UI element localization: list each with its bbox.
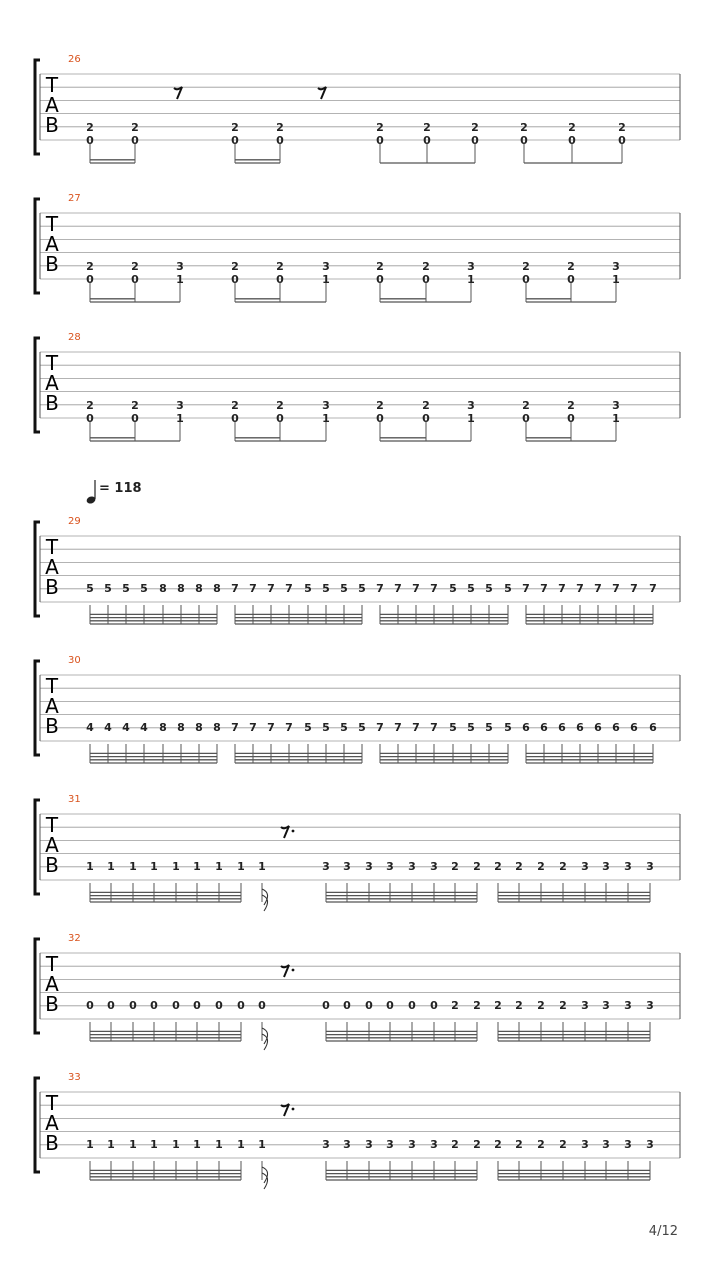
beam-group xyxy=(376,260,475,302)
fret-number: 2 xyxy=(131,399,139,412)
beam-group xyxy=(86,399,184,441)
fret-number: 7 xyxy=(630,582,638,595)
tab-clef-letter: A xyxy=(45,1111,59,1135)
fret-number: 3 xyxy=(602,1138,610,1151)
beam-group xyxy=(522,721,657,763)
fret-number: 2 xyxy=(231,260,239,273)
tab-clef-letter: B xyxy=(45,714,59,738)
fret-number: 2 xyxy=(618,121,626,134)
beam-group xyxy=(86,860,245,902)
fret-number: 5 xyxy=(86,582,94,595)
fret-number: 7 xyxy=(558,582,566,595)
fret-number: 7 xyxy=(394,582,402,595)
fret-number: 8 xyxy=(177,721,185,734)
fret-number: 5 xyxy=(322,721,330,734)
fret-number: 5 xyxy=(340,721,348,734)
fret-number: 3 xyxy=(602,999,610,1012)
fret-number: 6 xyxy=(649,721,657,734)
fret-number: 0 xyxy=(422,412,430,425)
fret-number: 1 xyxy=(150,1138,158,1151)
beam-group xyxy=(522,260,620,302)
fret-number: 3 xyxy=(467,399,475,412)
rest-dot xyxy=(292,830,295,833)
fret-number: 0 xyxy=(365,999,373,1012)
systems-container xyxy=(35,54,680,1189)
fret-number: 0 xyxy=(471,134,479,147)
fret-number: 3 xyxy=(624,1138,632,1151)
tab-clef-letter: A xyxy=(45,93,59,117)
fret-number: 3 xyxy=(646,999,654,1012)
fret-number: 1 xyxy=(215,860,223,873)
fret-number: 5 xyxy=(104,582,112,595)
fret-number: 7 xyxy=(430,582,438,595)
fret-number: 3 xyxy=(386,860,394,873)
fret-number: 0 xyxy=(150,999,158,1012)
fret-number: 2 xyxy=(131,260,139,273)
fret-number: 1 xyxy=(193,860,201,873)
fret-number: 2 xyxy=(423,121,431,134)
fret-number: 8 xyxy=(195,582,203,595)
fret-number: 1 xyxy=(237,1138,245,1151)
tab-system xyxy=(35,516,680,624)
fret-number: 1 xyxy=(258,1138,266,1151)
fret-number: 3 xyxy=(612,260,620,273)
fret-number: 3 xyxy=(322,260,330,273)
fret-number: 3 xyxy=(365,860,373,873)
fret-number: 1 xyxy=(172,860,180,873)
tab-clef-letter: T xyxy=(45,813,59,837)
tab-system xyxy=(35,933,680,1050)
fret-number: 1 xyxy=(129,1138,137,1151)
beam-group xyxy=(231,399,330,441)
tab-clef-letter: T xyxy=(45,212,59,236)
beam-group xyxy=(86,582,221,624)
fret-number: 2 xyxy=(376,260,384,273)
fret-number: 8 xyxy=(159,582,167,595)
fret-number: 5 xyxy=(485,721,493,734)
fret-number: 7 xyxy=(594,582,602,595)
eighth-rest xyxy=(174,87,182,99)
beam-group xyxy=(376,582,512,624)
tab-clef-letter: A xyxy=(45,972,59,996)
fret-number: 0 xyxy=(376,134,384,147)
fret-number: 2 xyxy=(522,399,530,412)
fret-number: 7 xyxy=(267,721,275,734)
fret-number: 0 xyxy=(422,273,430,286)
fret-number: 0 xyxy=(520,134,528,147)
fret-number: 3 xyxy=(386,1138,394,1151)
page-number: 4/12 xyxy=(648,1224,678,1239)
tab-clef-letter: A xyxy=(45,371,59,395)
fret-number: 2 xyxy=(86,260,94,273)
fret-number: 1 xyxy=(176,412,184,425)
tab-clef-letter: A xyxy=(45,555,59,579)
fret-number: 2 xyxy=(537,860,545,873)
fret-number: 0 xyxy=(522,273,530,286)
tab-system xyxy=(35,794,680,911)
tab-system xyxy=(35,54,680,163)
fret-number: 7 xyxy=(649,582,657,595)
fret-number: 2 xyxy=(131,121,139,134)
fret-number: 0 xyxy=(386,999,394,1012)
fret-number: 4 xyxy=(86,721,94,734)
tab-clef-letter: B xyxy=(45,113,59,137)
tempo-marking xyxy=(86,480,142,505)
system-bracket xyxy=(35,199,40,293)
fret-number: 0 xyxy=(568,134,576,147)
fret-number: 0 xyxy=(276,134,284,147)
tab-clef-letter: A xyxy=(45,232,59,256)
fret-number: 0 xyxy=(376,273,384,286)
system-bracket xyxy=(35,1078,40,1172)
beam-group xyxy=(522,582,657,624)
system-bracket xyxy=(35,661,40,755)
fret-number: 5 xyxy=(304,721,312,734)
fret-number: 1 xyxy=(612,273,620,286)
tab-system xyxy=(35,332,680,441)
fret-number: 2 xyxy=(559,860,567,873)
fret-number: 2 xyxy=(559,1138,567,1151)
fret-number: 3 xyxy=(322,399,330,412)
fret-number: 0 xyxy=(258,999,266,1012)
fret-number: 8 xyxy=(159,721,167,734)
fret-number: 7 xyxy=(522,582,530,595)
fret-number: 5 xyxy=(485,582,493,595)
fret-number: 2 xyxy=(451,999,459,1012)
fret-number: 7 xyxy=(376,582,384,595)
fret-number: 2 xyxy=(473,999,481,1012)
fret-number: 3 xyxy=(365,1138,373,1151)
fret-number: 5 xyxy=(467,721,475,734)
fret-number: 0 xyxy=(408,999,416,1012)
beam-group xyxy=(86,121,139,163)
fret-number: 7 xyxy=(249,582,257,595)
fret-number: 2 xyxy=(86,121,94,134)
fret-number: 0 xyxy=(237,999,245,1012)
tab-clef-letter: T xyxy=(45,351,59,375)
fret-number: 4 xyxy=(104,721,112,734)
tab-clef-letter: B xyxy=(45,1131,59,1155)
beam-group xyxy=(86,260,184,302)
fret-number: 0 xyxy=(86,999,94,1012)
fret-number: 3 xyxy=(602,860,610,873)
fret-number: 2 xyxy=(515,999,523,1012)
fret-number: 2 xyxy=(471,121,479,134)
fret-number: 2 xyxy=(231,121,239,134)
fret-number: 2 xyxy=(567,399,575,412)
beam-group xyxy=(322,860,481,902)
fret-number: 2 xyxy=(422,399,430,412)
fret-number: 1 xyxy=(237,860,245,873)
tab-clef-letter: A xyxy=(45,694,59,718)
fret-number: 0 xyxy=(131,412,139,425)
fret-number: 3 xyxy=(408,1138,416,1151)
fret-number: 5 xyxy=(340,582,348,595)
fret-number: 6 xyxy=(540,721,548,734)
tab-system xyxy=(35,193,680,302)
fret-number: 3 xyxy=(343,1138,351,1151)
measure-number: 31 xyxy=(68,794,81,805)
fret-number: 3 xyxy=(430,860,438,873)
fret-number: 2 xyxy=(231,399,239,412)
beam-group xyxy=(86,721,221,763)
fret-number: 7 xyxy=(376,721,384,734)
fret-number: 1 xyxy=(86,860,94,873)
fret-number: 3 xyxy=(646,1138,654,1151)
fret-number: 8 xyxy=(177,582,185,595)
dotted-eighth-rest xyxy=(281,965,289,977)
beam-group xyxy=(322,999,481,1041)
measure-number: 27 xyxy=(68,193,81,204)
fret-number: 1 xyxy=(467,412,475,425)
fret-number: 1 xyxy=(193,1138,201,1151)
fret-number: 6 xyxy=(522,721,530,734)
beam-group xyxy=(376,399,475,441)
fret-number: 7 xyxy=(285,582,293,595)
fret-number: 2 xyxy=(494,860,502,873)
fret-number: 2 xyxy=(559,999,567,1012)
fret-number: 5 xyxy=(449,721,457,734)
fret-number: 0 xyxy=(276,412,284,425)
fret-number: 6 xyxy=(612,721,620,734)
fret-number: 7 xyxy=(394,721,402,734)
fret-number: 7 xyxy=(249,721,257,734)
fret-number: 0 xyxy=(376,412,384,425)
fret-number: 6 xyxy=(576,721,584,734)
fret-number: 7 xyxy=(267,582,275,595)
measure-number: 32 xyxy=(68,933,81,944)
fret-number: 2 xyxy=(520,121,528,134)
fret-number: 1 xyxy=(467,273,475,286)
fret-number: 0 xyxy=(567,412,575,425)
fret-number: 0 xyxy=(276,273,284,286)
fret-number: 2 xyxy=(537,999,545,1012)
tab-system xyxy=(35,1072,680,1189)
tab-clef-letter: B xyxy=(45,391,59,415)
beam-group xyxy=(231,260,330,302)
fret-number: 0 xyxy=(322,999,330,1012)
fret-number: 2 xyxy=(86,399,94,412)
beam-group xyxy=(322,1138,481,1180)
fret-number: 5 xyxy=(304,582,312,595)
fret-number: 5 xyxy=(322,582,330,595)
beam-group xyxy=(86,999,245,1041)
fret-number: 2 xyxy=(451,860,459,873)
fret-number: 2 xyxy=(568,121,576,134)
fret-number: 0 xyxy=(86,273,94,286)
fret-number: 2 xyxy=(376,399,384,412)
tab-clef-letter: T xyxy=(45,952,59,976)
fret-number: 7 xyxy=(430,721,438,734)
fret-number: 2 xyxy=(276,260,284,273)
fret-number: 0 xyxy=(131,134,139,147)
fret-number: 2 xyxy=(276,399,284,412)
fret-number: 0 xyxy=(107,999,115,1012)
fret-number: 5 xyxy=(449,582,457,595)
fret-number: 6 xyxy=(594,721,602,734)
fret-number: 1 xyxy=(86,1138,94,1151)
tab-clef-letter: T xyxy=(45,535,59,559)
fret-number: 5 xyxy=(358,721,366,734)
tab-clef-letter: B xyxy=(45,252,59,276)
rest-dot xyxy=(292,969,295,972)
fret-number: 3 xyxy=(430,1138,438,1151)
fret-number: 3 xyxy=(176,399,184,412)
fret-number: 1 xyxy=(322,273,330,286)
fret-number: 1 xyxy=(215,1138,223,1151)
beam-group xyxy=(376,121,479,163)
fret-number: 5 xyxy=(358,582,366,595)
fret-number: 7 xyxy=(285,721,293,734)
fret-number: 1 xyxy=(322,412,330,425)
fret-number: 2 xyxy=(276,121,284,134)
fret-number: 6 xyxy=(630,721,638,734)
fret-number: 7 xyxy=(540,582,548,595)
fret-number: 0 xyxy=(423,134,431,147)
fret-number: 2 xyxy=(537,1138,545,1151)
fret-number: 0 xyxy=(522,412,530,425)
fret-number: 3 xyxy=(176,260,184,273)
fret-number: 3 xyxy=(581,999,589,1012)
fret-number: 2 xyxy=(494,1138,502,1151)
beam-group xyxy=(494,860,654,902)
fret-number: 1 xyxy=(129,860,137,873)
fret-number: 0 xyxy=(131,273,139,286)
fret-number: 0 xyxy=(567,273,575,286)
beam-group xyxy=(520,121,626,163)
fret-number: 5 xyxy=(504,721,512,734)
fret-number: 2 xyxy=(515,860,523,873)
fret-number: 7 xyxy=(412,721,420,734)
fret-number: 3 xyxy=(322,860,330,873)
fret-number: 4 xyxy=(122,721,130,734)
fret-number: 3 xyxy=(612,399,620,412)
fret-number: 2 xyxy=(451,1138,459,1151)
tab-clef-letter: A xyxy=(45,833,59,857)
system-bracket xyxy=(35,800,40,894)
fret-number: 2 xyxy=(376,121,384,134)
fret-number: 0 xyxy=(430,999,438,1012)
system-bracket xyxy=(35,522,40,616)
fret-number: 0 xyxy=(193,999,201,1012)
beam-group xyxy=(231,721,366,763)
fret-number: 0 xyxy=(86,412,94,425)
fret-number: 4 xyxy=(140,721,148,734)
fret-number: 3 xyxy=(581,1138,589,1151)
fret-number: 1 xyxy=(150,860,158,873)
fret-number: 5 xyxy=(467,582,475,595)
beam-group xyxy=(522,399,620,441)
fret-number: 1 xyxy=(612,412,620,425)
beam-group xyxy=(86,1138,245,1180)
fret-number: 1 xyxy=(172,1138,180,1151)
tab-clef-letter: T xyxy=(45,73,59,97)
fret-number: 0 xyxy=(231,273,239,286)
tab-clef-letter: B xyxy=(45,575,59,599)
beam-group xyxy=(494,999,654,1041)
fret-number: 5 xyxy=(122,582,130,595)
tab-clef-letter: B xyxy=(45,853,59,877)
fret-number: 0 xyxy=(231,134,239,147)
fret-number: 2 xyxy=(473,860,481,873)
fret-number: 3 xyxy=(467,260,475,273)
fret-number: 8 xyxy=(195,721,203,734)
fret-number: 7 xyxy=(412,582,420,595)
fret-number: 3 xyxy=(624,999,632,1012)
eighth-rest xyxy=(318,87,326,99)
fret-number: 0 xyxy=(215,999,223,1012)
fret-number: 2 xyxy=(515,1138,523,1151)
tab-system xyxy=(35,655,680,763)
beam-group xyxy=(231,582,366,624)
dotted-eighth-rest xyxy=(281,826,289,838)
fret-number: 2 xyxy=(567,260,575,273)
fret-number: 1 xyxy=(107,860,115,873)
fret-number: 2 xyxy=(473,1138,481,1151)
dotted-eighth-rest xyxy=(281,1104,289,1116)
fret-number: 7 xyxy=(231,582,239,595)
tempo-text: = 118 xyxy=(99,481,142,496)
rest-dot xyxy=(292,1108,295,1111)
fret-number: 1 xyxy=(107,1138,115,1151)
fret-number: 7 xyxy=(612,582,620,595)
fret-number: 3 xyxy=(581,860,589,873)
fret-number: 3 xyxy=(408,860,416,873)
beam-group xyxy=(376,721,512,763)
fret-number: 3 xyxy=(646,860,654,873)
tab-clef-letter: T xyxy=(45,674,59,698)
fret-number: 8 xyxy=(213,721,221,734)
measure-number: 33 xyxy=(68,1072,81,1083)
tab-clef-letter: B xyxy=(45,992,59,1016)
fret-number: 2 xyxy=(522,260,530,273)
fret-number: 3 xyxy=(322,1138,330,1151)
fret-number: 2 xyxy=(422,260,430,273)
fret-number: 7 xyxy=(231,721,239,734)
fret-number: 1 xyxy=(258,860,266,873)
fret-number: 5 xyxy=(140,582,148,595)
fret-number: 3 xyxy=(343,860,351,873)
fret-number: 2 xyxy=(494,999,502,1012)
fret-number: 7 xyxy=(576,582,584,595)
system-bracket xyxy=(35,60,40,154)
beam-group xyxy=(494,1138,654,1180)
tab-clef-letter: T xyxy=(45,1091,59,1115)
beam-group xyxy=(231,121,284,163)
measure-number: 29 xyxy=(68,516,81,527)
fret-number: 0 xyxy=(231,412,239,425)
system-bracket xyxy=(35,338,40,432)
fret-number: 5 xyxy=(504,582,512,595)
fret-number: 0 xyxy=(343,999,351,1012)
measure-number: 28 xyxy=(68,332,81,343)
fret-number: 0 xyxy=(618,134,626,147)
measure-number: 26 xyxy=(68,54,81,65)
fret-number: 0 xyxy=(129,999,137,1012)
fret-number: 3 xyxy=(624,860,632,873)
measure-number: 30 xyxy=(68,655,81,666)
fret-number: 1 xyxy=(176,273,184,286)
fret-number: 0 xyxy=(172,999,180,1012)
fret-number: 6 xyxy=(558,721,566,734)
system-bracket xyxy=(35,939,40,1033)
fret-number: 0 xyxy=(86,134,94,147)
fret-number: 8 xyxy=(213,582,221,595)
